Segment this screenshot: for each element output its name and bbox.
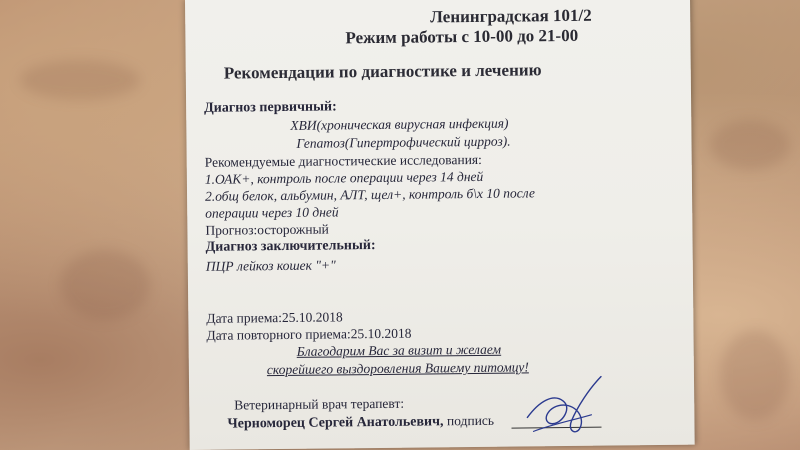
primary-diagnosis-line-2: Гепатоз(Гипертрофический цирроз). [296,133,511,151]
thanks-line-2: скорейшего выздоровления Вашему питомцу! [266,359,529,378]
vet-role: Ветеринарный врач терапевт: [234,395,405,413]
primary-diagnosis-line-1: ХВИ(хроническая вирусная инфекция) [290,115,509,133]
primary-diagnosis-label: Диагноз первичный: [204,99,337,116]
test-item-1: 1.ОАК+, контроль после операции через 14 дней [204,168,484,187]
admission-date: Дата приема:25.10.2018 [206,309,343,326]
working-hours: Режим работы с 10-00 до 21-00 [345,25,579,48]
recommendation-sheet [185,0,695,450]
thanks-line-1: Благодарим Вас за визит и желаем [296,341,502,359]
test-item-2-line-2: операции через 10 дней [205,204,339,221]
clinic-address: Ленинградская 101/2 [430,5,592,27]
tests-label: Рекомендуемые диагностические исследования: [204,151,482,170]
test-item-2-line-1: 2.общ белок, альбумин, АЛТ, щел+, контроль б\х 10 после [204,185,536,204]
handwritten-signature [519,371,610,442]
vet-name: Черноморец Сергей Анатольевич, [227,414,444,432]
final-diagnosis-label: Диагноз заключительный: [205,238,376,255]
repeat-visit-date: Дата повторного приема:25.10.2018 [206,325,412,343]
final-diagnosis-value: ПЦР лейкоз кошек "+" [205,257,336,274]
page-title: Рекомендации по диагностике и лечению [223,60,542,83]
sign-label: подпись [446,412,495,429]
prognosis: Прогноз:осторожный [205,221,329,238]
